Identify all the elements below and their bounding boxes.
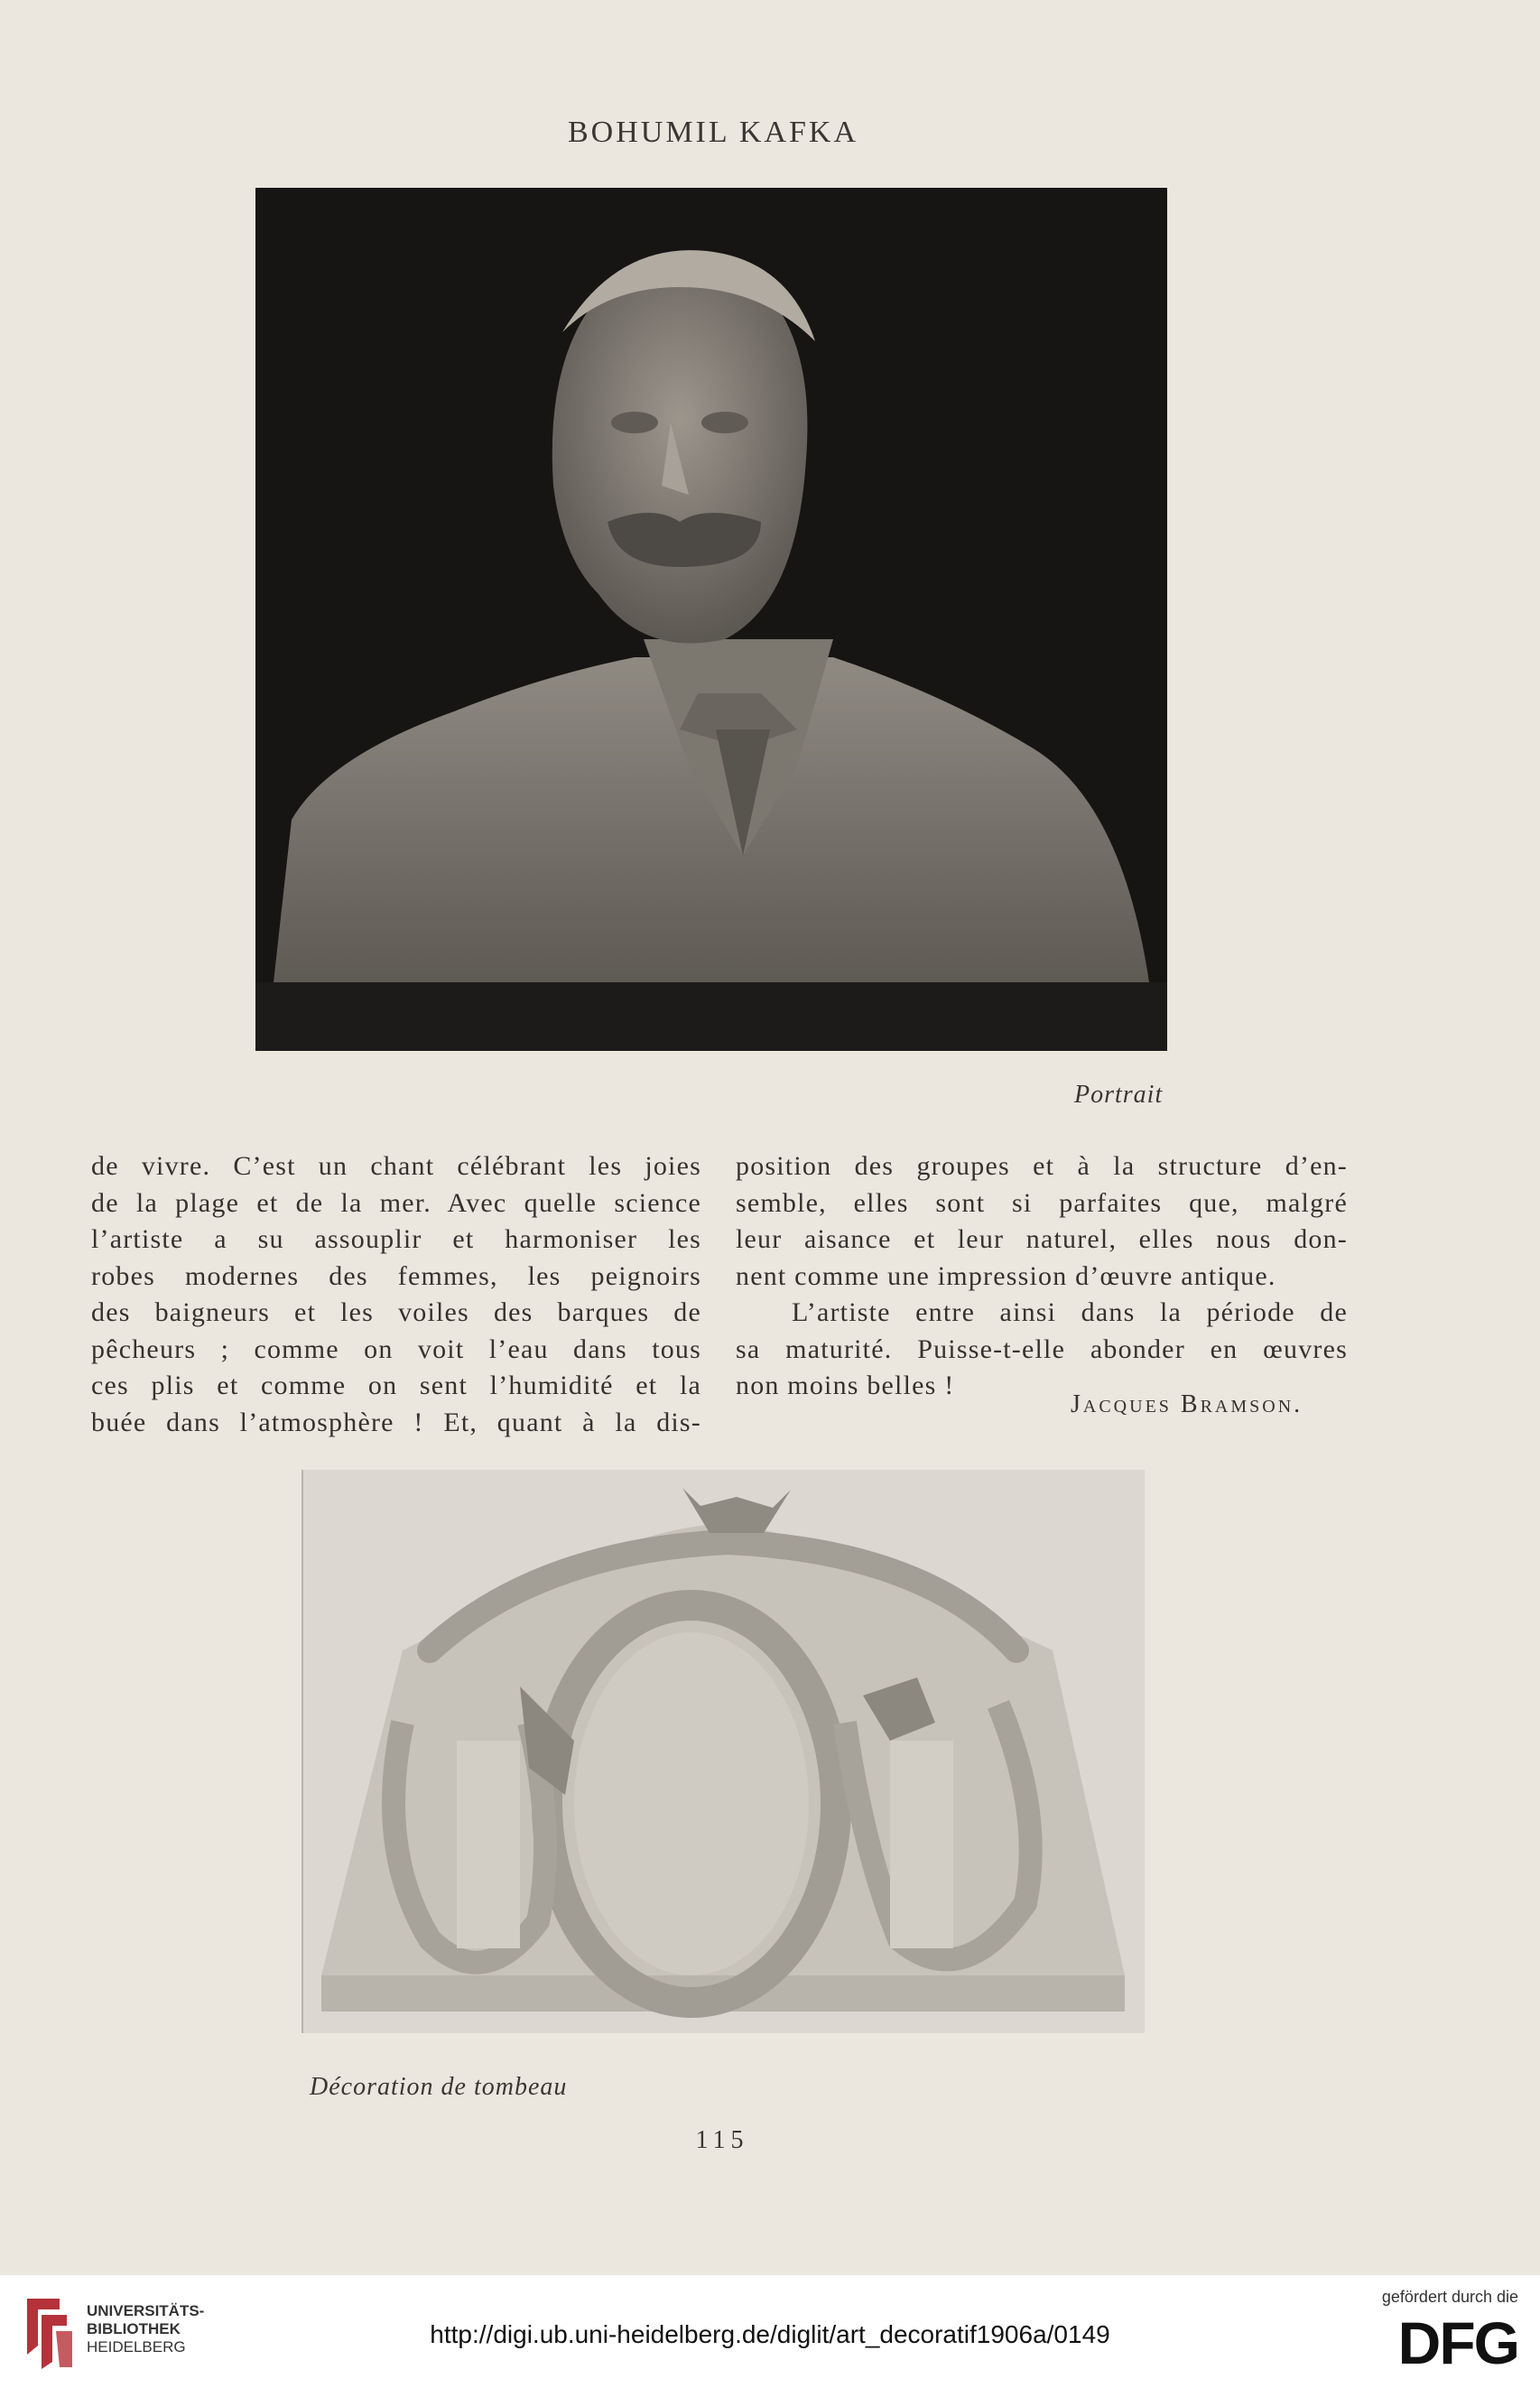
text-line: ces plis et comme on sent l’humidité et la <box>91 1371 701 1400</box>
text-column-left <box>91 1148 701 1441</box>
text-line: de la plage et de la mer. Avec quelle science <box>91 1187 701 1218</box>
library-name-line: BIBLIOTHEK <box>87 2320 181 2337</box>
dfg-logo: DFG <box>1397 2309 1518 2376</box>
text-line: nent comme une impression d’œuvre antique. <box>736 1260 1276 1291</box>
page-number: 115 <box>695 2126 749 2154</box>
text-line: position des groupes et à la structure d’en- <box>736 1151 1348 1181</box>
library-name-line: HEIDELBERG <box>87 2338 186 2355</box>
tomb-decoration-illustration <box>303 1470 1145 2033</box>
tomb-decoration-photo <box>302 1470 1145 2033</box>
text-line: l’artiste a su assouplir et harmoniser les <box>91 1224 701 1254</box>
funder-label: gefördert durch die <box>1381 2288 1518 2306</box>
library-name-line: UNIVERSITÄTS- <box>87 2302 205 2319</box>
permalink-url[interactable]: http://digi.ub.uni-heidelberg.de/diglit/art_decoratif1906a/0149 <box>430 2320 1110 2348</box>
text-line: pêcheurs ; comme on voit l’eau dans tous <box>91 1333 701 1364</box>
text-line: des baigneurs et les voiles des barques de <box>91 1297 701 1327</box>
author-signature: Jacques Bramson. <box>1071 1390 1303 1418</box>
tomb-caption: Décoration de tombeau <box>310 2073 568 2101</box>
text-line: non moins belles ! <box>736 1371 955 1400</box>
digitization-footer <box>0 2275 1540 2388</box>
text-line: semble, elles sont si parfaites que, malgré <box>736 1187 1348 1218</box>
text-line: L’artiste entre ainsi dans la période de <box>792 1297 1348 1327</box>
running-head: BOHUMIL KAFKA <box>567 116 859 149</box>
portrait-bust-illustration <box>255 188 1167 1051</box>
portrait-caption: Portrait <box>1074 1081 1164 1109</box>
text-line: sa maturité. Puisse-t-elle abonder en œuvres <box>736 1333 1348 1364</box>
text-column-right <box>736 1148 1348 1405</box>
text-line: de vivre. C’est un chant célébrant les joies <box>91 1151 701 1181</box>
text-line: buée dans l’atmosphère ! Et, quant à la dis- <box>91 1407 701 1437</box>
text-line: robes modernes des femmes, les peignoirs <box>91 1260 701 1291</box>
portrait-bust-photo <box>255 188 1167 1051</box>
text-line: leur aisance et leur naturel, elles nous don- <box>736 1224 1348 1254</box>
